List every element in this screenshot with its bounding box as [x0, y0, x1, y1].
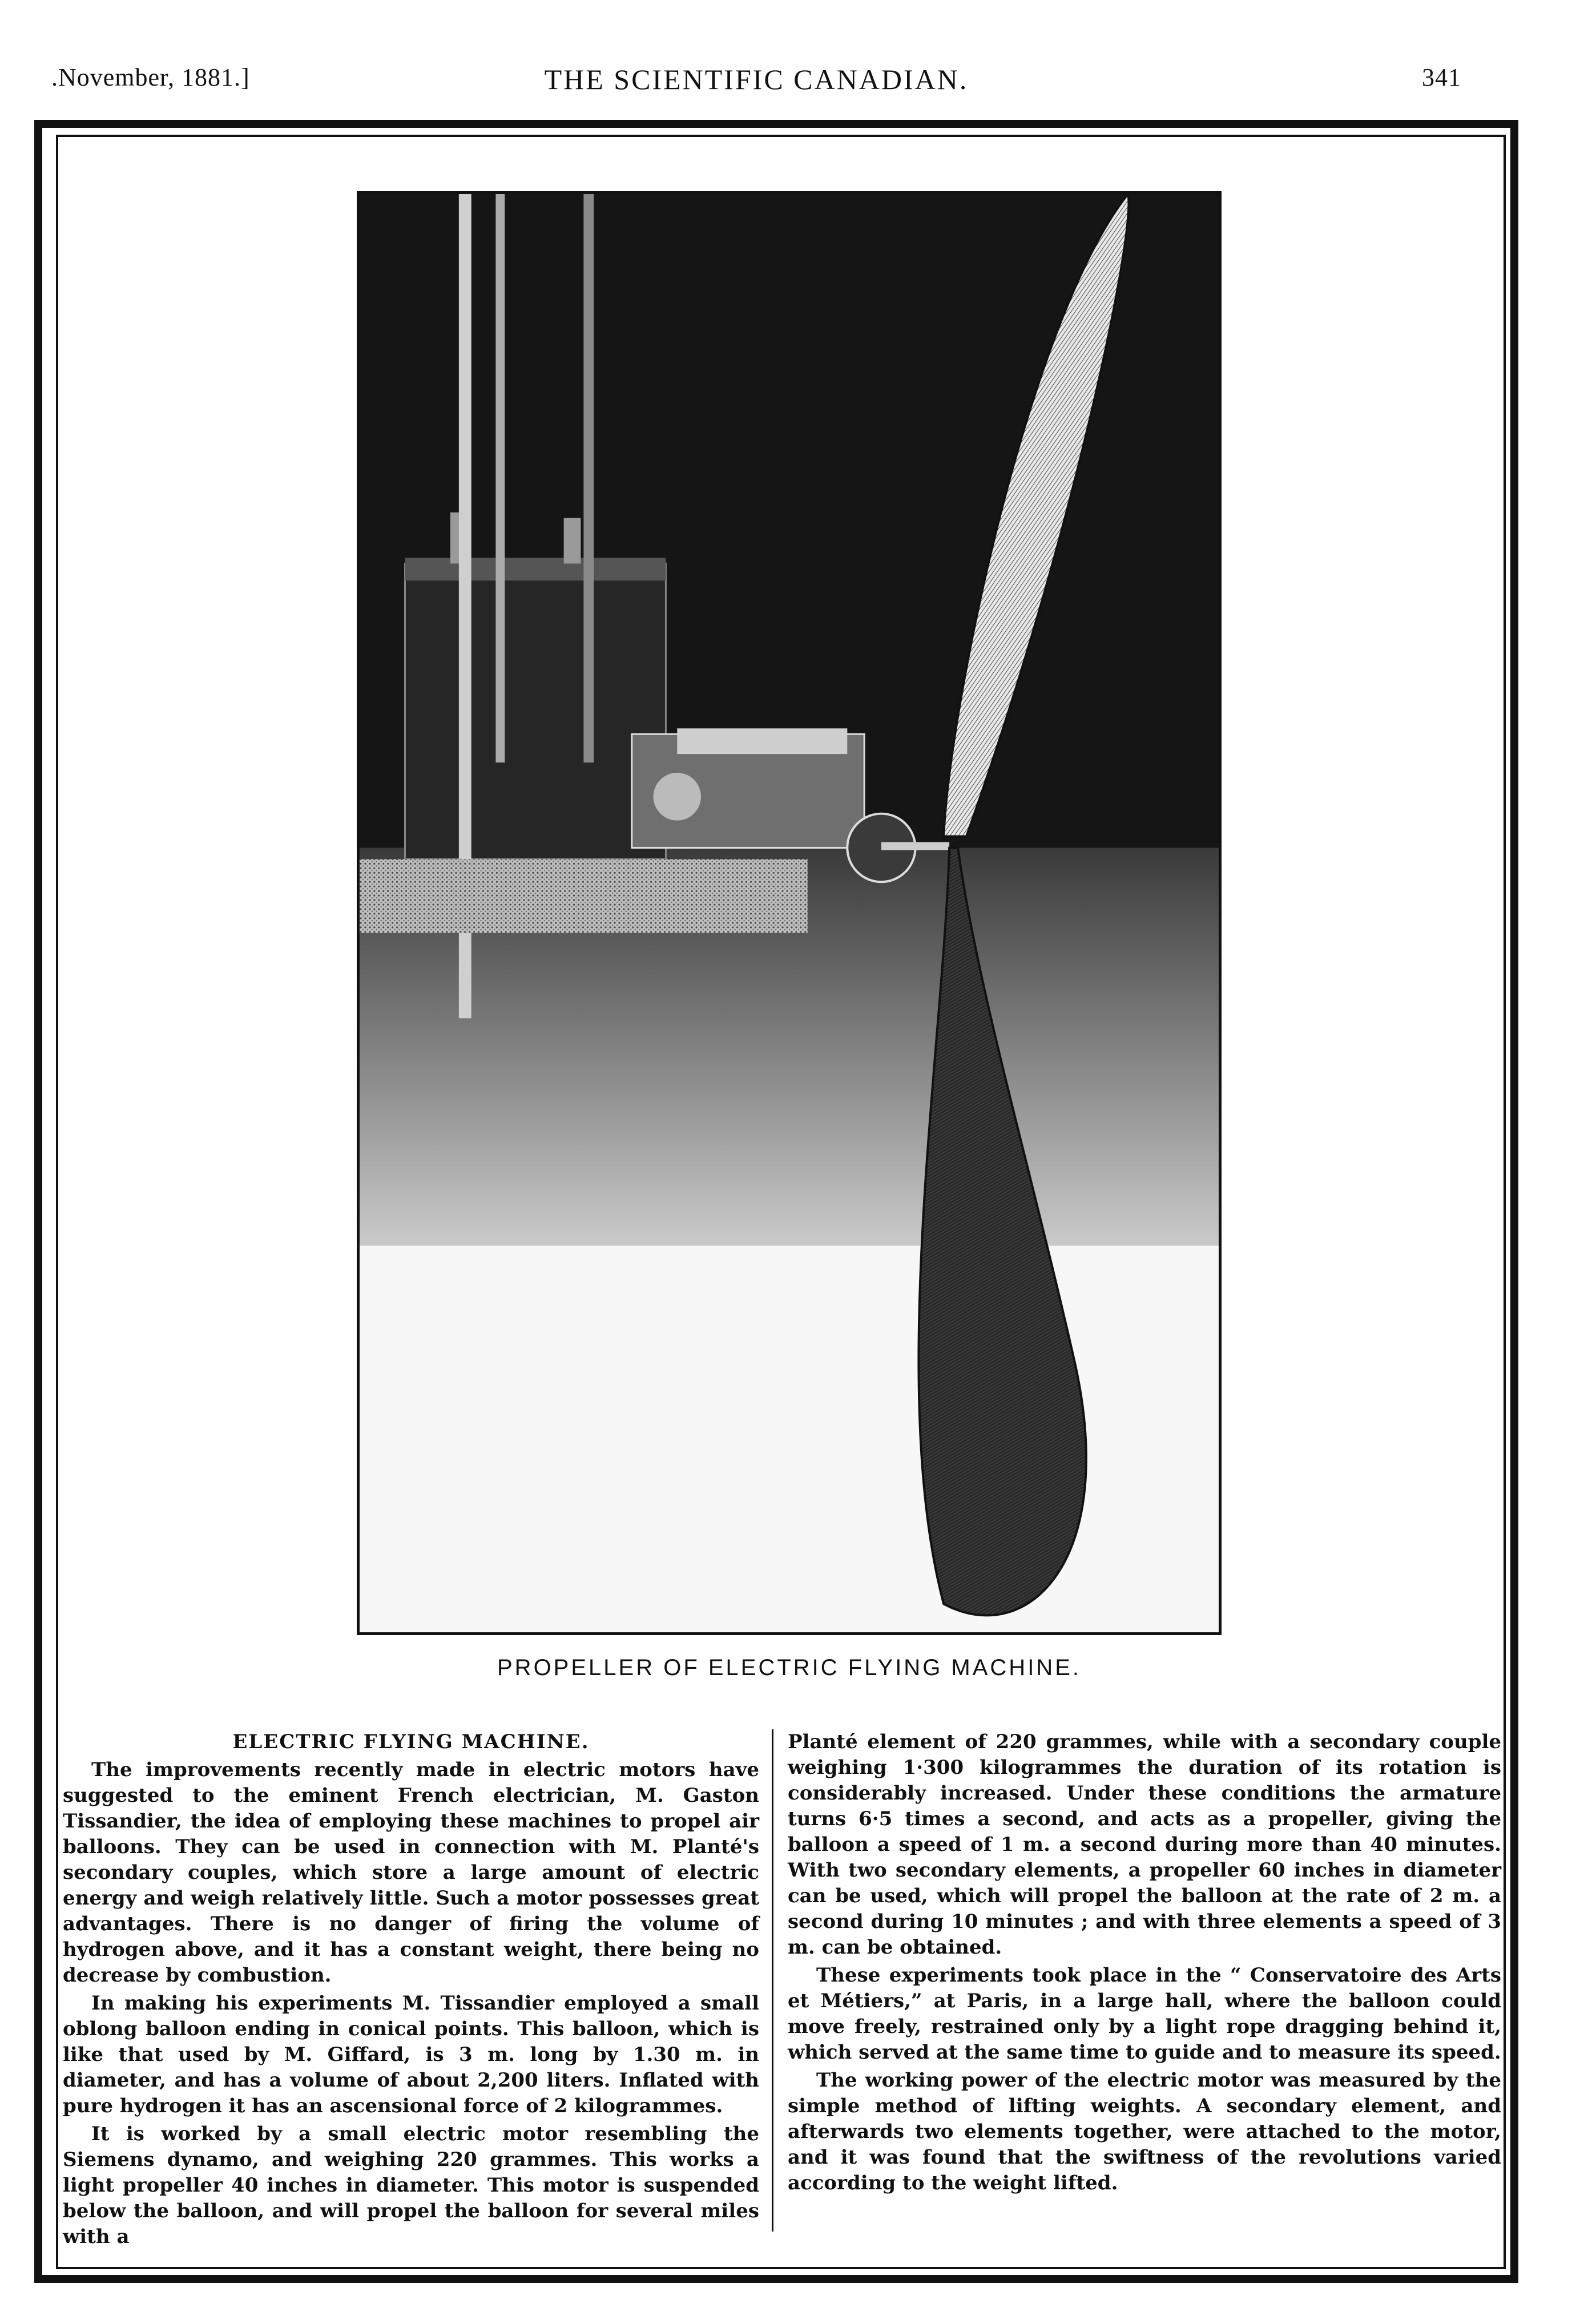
page-number: 341 — [1422, 63, 1461, 91]
page-header — [51, 63, 1461, 108]
article-title: ELECTRIC FLYING MACHINE. — [232, 1730, 590, 1753]
propeller-engraving — [357, 191, 1222, 1635]
article-paragraph: In making his experiments M. Tissandier employed a small oblong balloon ending in conical points. This balloon, which is like that used by M. Giffard, is 3 m. long by 1.30 m. in diameter, and has a volume of about 2,200 liters. Inflated with pure hydrogen it has an ascensional force of 2 kilogrammes. — [63, 1992, 759, 2117]
article-left-column — [63, 1729, 759, 2252]
propeller-illustration — [360, 194, 1219, 1632]
publication-title: THE SCIENTIFIC CANADIAN. — [544, 63, 969, 95]
article-paragraph: It is worked by a small electric motor resembling the Siemens dynamo, and weighing 220 grammes. This works a light propeller 40 inches in diameter. This motor is suspended below the balloon, and will propel the balloon for several miles with a — [63, 2123, 759, 2248]
article-paragraph: Planté element of 220 grammes, while with a secondary couple weighing 1·300 kilogrammes the duration of its rotation is considerably increased. Under these conditions the armature turns 6·5 times a second, and acts as a propeller, giving the balloon a speed of 1 m. a second during more than 40 minutes. With two secondary elements, a propeller 60 inches in diameter can be used, which will propel the balloon at the rate of 2 m. a second during 10 minutes ; and with three elements a speed of 3 m. can be obtained. — [788, 1730, 1501, 1959]
column-divider — [772, 1729, 773, 2232]
article-paragraph: These experiments took place in the “ Conservatoire des Arts et Métiers,” at Paris, in a large hall, where the balloon could move freely, restrained only by a light rope dragging behind it, which served at the same time to guide and to measure its speed. — [788, 1964, 1501, 2064]
article-right-column — [788, 1729, 1501, 2198]
figure-caption: PROPELLER OF ELECTRIC FLYING MACHINE. — [497, 1655, 1081, 1680]
article-paragraph: The improvements recently made in electric motors have suggested to the eminent French electrician, M. Gaston Tissandier, the idea of employing these machines to propel air balloons. They can be used in connection with M. Planté's secondary couples, which store a large amount of electric energy and weigh relatively little. Such a motor possesses great advantages. There is no danger of firing the volume of hydrogen above, and it has a constant weight, there being no decrease by combustion. — [63, 1758, 759, 1987]
issue-date: .November, 1881.] — [51, 63, 250, 91]
article-paragraph: The working power of the electric motor was measured by the simple method of lifting weights. A secondary element, and afterwards two elements together, were attached to the motor, and it was found that the swiftness of the revolutions varied according to the weight lifted. — [788, 2069, 1501, 2194]
